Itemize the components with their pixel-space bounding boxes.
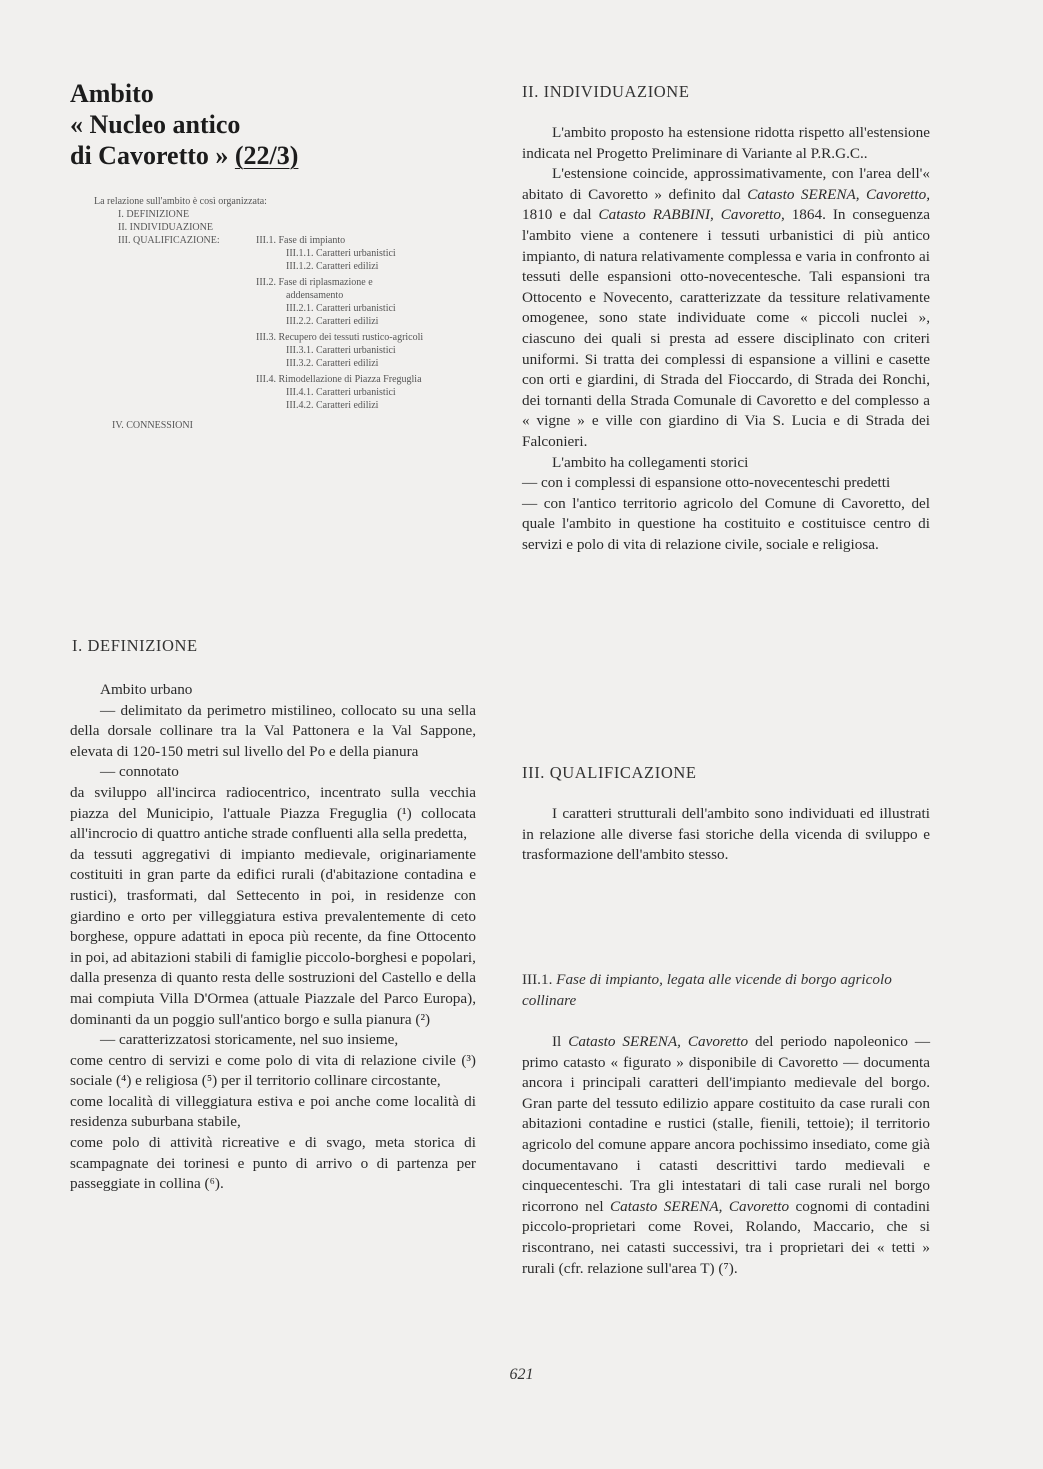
citation: Catasto RABBINI, Cavoretto, [598,206,785,224]
citation: Catasto SERENA, Cavoretto [610,1197,790,1215]
paragraph: — caratterizzatosi storicamente, nel suo insieme, [100,1031,399,1049]
paragraph: Ambito urbano [100,681,193,698]
paragraph: come centro di servizi e come polo di vita di relazione civile (³) sociale (⁴) e religiosa (⁵) per il territorio collinare circostante, [70,1051,476,1090]
toc-subitem: III.4.2. Caratteri edilizi [286,400,379,411]
page-number: 621 [509,1366,534,1383]
toc-subitem: III.1.1. Caratteri urbanistici [286,248,396,259]
text-run: del periodo napoleonico — primo catasto « figurato » disponibile di Cavoretto — documenta ancora i principali caratteri dell'impianto medievale del borgo. Gran parte del tessuto edilizio appare costituito da case rurali con abitazioni contadine e rustici (stalle, fienili, tettoie); il territorio agricolo del comune appare ancora pochissimo insediato, come già documentavano i catasti descrittivi tardo medievali e cinquecenteschi. Tra gli intestatari di tali case rurali nel borgo ricorrono nel [522,1033,931,1215]
paragraph: — connotato [100,763,179,781]
text-run: cognomi di contadini piccolo-proprietari come Rovei, Rolando, Maccario, che si riscontrano, nei catasti successivi, tra i proprietari dei « tetti » rurali (cfr. relazione sull'area T) (⁷). [522,1197,931,1277]
section-body [522,123,930,555]
text-run: 1864. In conseguenza l'ambito viene a contenere i tessuti urbanistici di più antico impianto, di natura relativamente complessa e varia in confronto ai tessuti delle espansioni otto-novecentesche. Tali espansioni tra Ottocento e Novecento, caratterizzate da tessiture relativamente omogenee, sono state individuate come « piccoli nuclei », ciascuno dei quali si presta ad essere disciplinato con criteri uniformi. Si tratta dei complessi di espansione a villini e casette con orti e giardini, di Strada del Fioccardo, di Strada dei Ronchi, dei tornanti della Strada Comunale di Cavoretto e del complesso a « vigne » e ville con giardino di Via S. Lucia e di Strada dei Falconieri. [522,206,930,450]
toc-subitem: III.2.1. Caratteri urbanistici [286,303,396,314]
paragraph: I caratteri strutturali dell'ambito sono individuati ed illustrati in relazione alle diverse fasi storiche della vicenda di sviluppo e trasformazione dell'ambito stesso. [522,805,930,864]
section-heading: I. DEFINIZIONE [72,636,198,655]
paragraph [522,1032,930,1279]
section-heading: III. QUALIFICAZIONE [522,763,697,782]
section-heading: II. INDIVIDUAZIONE [522,82,690,101]
paragraph: L'ambito proposto ha estensione ridotta rispetto all'estensione indicata nel Progetto Preliminare di Variante al P.R.G.C.. [522,124,930,162]
toc-subitem: III.1.2. Caratteri edilizi [286,261,379,272]
text-run: Il [552,1033,569,1050]
subsection-number: III.1. [522,971,557,988]
toc-intro: La relazione sull'ambito è così organizzata: [94,196,267,207]
paragraph: come polo di attività ricreative e di svago, meta storica di scampagnate dei torinesi e punto di arrivo o di partenza per passeggiate in collina (⁶). [70,1134,476,1193]
toc-subitem: III.2.2. Caratteri edilizi [286,316,379,327]
citation: Catasto SERENA, Cavoretto [568,1033,749,1050]
toc-subitem: III.2. Fase di riplasmazione e [256,277,373,288]
toc-subitem: III.3.1. Caratteri urbanistici [286,345,396,356]
section-body [522,804,930,866]
title-line [70,140,490,171]
area-code: (22/3) [234,141,299,170]
section-body [70,680,476,1195]
toc-subitem: III.1. Fase di impianto [256,235,346,246]
toc-item: I. DEFINIZIONE [118,209,190,220]
paragraph: da tessuti aggregativi di impianto medievale, originariamente costituiti in gran parte da edifici rurali (d'abitazione contadina e rustici), trasformati, dal Settecento in poi, in residenze con giardino e orto per villeggiatura estiva prevalentemente di ceto borghese, oppure adattati in epoca più recente, da fine Ottocento in poi, ad abitazioni stabili di famiglie piccolo-borghesi e popolari, [70,845,476,966]
toc-subitems [256,234,423,415]
subsection-heading [522,970,930,1011]
paragraph: dalla presenza di quanto resta delle sostruzioni del Castello e della mai compiuta Villa D'Ormea (attuale Piazzale del Parco Europa), dominanti da un poggio sull'antico borgo e sulla pianura (²) [70,969,476,1028]
table-of-contents [94,195,488,432]
paragraph: da sviluppo all'incirca radiocentrico, incentrato sulla vecchia piazza del Municipio, l'attuale Piazza Freguglia (¹) collocata all'incrocio di quattro antiche strade confluenti alla sella predetta, [70,783,476,843]
toc-subitem: III.3.2. Caratteri edilizi [286,358,379,369]
title-line: Ambito [70,79,154,108]
toc-subitem: III.3. Recupero dei tessuti rustico-agricoli [256,332,424,343]
toc-item: II. INDIVIDUAZIONE [118,222,213,233]
paragraph: — con i complessi di espansione otto-novecenteschi predetti [522,474,891,492]
text-run: 1810 e dal [522,206,599,224]
section-body [522,1032,930,1279]
paragraph: L'ambito ha collegamenti storici [552,453,749,471]
text-run: L'estensione coincide, approssimativamente, con l'area dell'« abitato di Cavoretto » definito dal [522,165,930,203]
page-title [70,78,490,171]
paragraph [522,164,930,452]
toc-subitem: III.4.1. Caratteri urbanistici [286,387,396,398]
paragraph: — con l'antico territorio agricolo del Comune di Cavoretto, del quale l'ambito in questione ha costituito e costituisce centro di servizi e polo di vita di relazione civile, sociale e religiosa. [522,494,930,553]
toc-subitem: III.4. Rimodellazione di Piazza Freguglia [256,374,422,385]
title-line: « Nucleo antico [70,110,241,139]
paragraph: — delimitato da perimetro mistilineo, collocato su una sella della dorsale collinare tra la Val Pattonera e la Val Sappone, elevata di 120-150 metri sul livello del Po e della pianura [70,701,476,760]
toc-item: III. QUALIFICAZIONE: [118,235,220,246]
toc-subitem: addensamento [286,290,344,301]
subsection-title: Fase di impianto, legata alle vicende di borgo agricolo collinare [522,971,892,1009]
toc-item: IV. CONNESSIONI [112,420,193,431]
paragraph: come località di villeggiatura estiva e poi anche come località di residenza suburbana stabile, [70,1092,476,1131]
title-text: di Cavoretto » [70,141,235,170]
citation: Catasto SERENA, Cavoretto, [747,185,930,203]
